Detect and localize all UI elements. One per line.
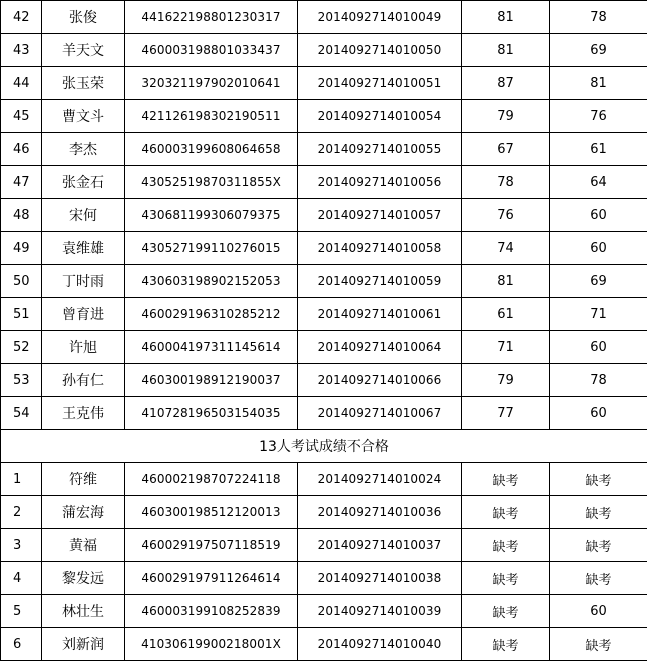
table-row [1,364,647,397]
id-card-number-cell: 421126198302190511 [125,100,298,133]
score-table-body [1,1,647,661]
table-row [1,628,647,661]
id-card-number-cell: 41030619900218001X [125,628,298,661]
row-number-cell: 5 [1,595,42,628]
row-number-cell: 48 [1,199,42,232]
ticket-number-cell: 2014092714010050 [298,34,462,67]
table-row [1,199,647,232]
score-1-cell: 76 [462,199,550,232]
score-1-cell: 79 [462,100,550,133]
candidate-name-cell: 羊天文 [42,34,125,67]
score-2-cell: 缺考 [550,562,647,595]
score-1-cell: 78 [462,166,550,199]
score-1-cell: 87 [462,67,550,100]
ticket-number-cell: 2014092714010038 [298,562,462,595]
id-card-number-cell: 460003198801033437 [125,34,298,67]
table-row [1,232,647,265]
table-row [1,298,647,331]
ticket-number-cell: 2014092714010067 [298,397,462,430]
candidate-name-cell: 林壮生 [42,595,125,628]
id-card-number-cell: 430681199306079375 [125,199,298,232]
score-2-cell: 69 [550,265,647,298]
id-card-number-cell: 460002198707224118 [125,463,298,496]
ticket-number-cell: 2014092714010056 [298,166,462,199]
score-2-cell: 缺考 [550,496,647,529]
ticket-number-cell: 2014092714010055 [298,133,462,166]
score-2-cell: 缺考 [550,628,647,661]
candidate-name-cell: 张玉荣 [42,67,125,100]
score-2-cell: 60 [550,397,647,430]
table-row [1,331,647,364]
score-2-cell: 61 [550,133,647,166]
table-row [1,34,647,67]
ticket-number-cell: 2014092714010066 [298,364,462,397]
row-number-cell: 6 [1,628,42,661]
candidate-name-cell: 王克伟 [42,397,125,430]
id-card-number-cell: 430527199110276015 [125,232,298,265]
score-1-cell: 74 [462,232,550,265]
table-row [1,133,647,166]
score-1-cell: 缺考 [462,529,550,562]
ticket-number-cell: 2014092714010057 [298,199,462,232]
candidate-name-cell: 许旭 [42,331,125,364]
score-2-cell: 81 [550,67,647,100]
candidate-name-cell: 蒲宏海 [42,496,125,529]
row-number-cell: 2 [1,496,42,529]
id-card-number-cell: 441622198801230317 [125,1,298,34]
score-2-cell: 60 [550,199,647,232]
score-1-cell: 81 [462,265,550,298]
ticket-number-cell: 2014092714010061 [298,298,462,331]
row-number-cell: 42 [1,1,42,34]
id-card-number-cell: 43052519870311855X [125,166,298,199]
id-card-number-cell: 460300198912190037 [125,364,298,397]
id-card-number-cell: 460004197311145614 [125,331,298,364]
ticket-number-cell: 2014092714010040 [298,628,462,661]
ticket-number-cell: 2014092714010064 [298,331,462,364]
id-card-number-cell: 460029197911264614 [125,562,298,595]
candidate-name-cell: 符维 [42,463,125,496]
table-row [1,496,647,529]
candidate-name-cell: 黄福 [42,529,125,562]
row-number-cell: 49 [1,232,42,265]
score-2-cell: 78 [550,364,647,397]
score-1-cell: 缺考 [462,463,550,496]
section-row [1,430,647,463]
ticket-number-cell: 2014092714010024 [298,463,462,496]
table-row [1,265,647,298]
row-number-cell: 50 [1,265,42,298]
row-number-cell: 52 [1,331,42,364]
table-row [1,100,647,133]
score-2-cell: 64 [550,166,647,199]
score-2-cell: 缺考 [550,463,647,496]
id-card-number-cell: 430603198902152053 [125,265,298,298]
row-number-cell: 53 [1,364,42,397]
ticket-number-cell: 2014092714010037 [298,529,462,562]
score-1-cell: 缺考 [462,628,550,661]
id-card-number-cell: 460029197507118519 [125,529,298,562]
candidate-name-cell: 曹文斗 [42,100,125,133]
candidate-name-cell: 张金石 [42,166,125,199]
score-2-cell: 71 [550,298,647,331]
row-number-cell: 43 [1,34,42,67]
candidate-name-cell: 袁维雄 [42,232,125,265]
table-row [1,67,647,100]
ticket-number-cell: 2014092714010058 [298,232,462,265]
score-2-cell: 60 [550,232,647,265]
row-number-cell: 46 [1,133,42,166]
score-2-cell: 缺考 [550,529,647,562]
score-1-cell: 缺考 [462,595,550,628]
score-1-cell: 79 [462,364,550,397]
score-1-cell: 67 [462,133,550,166]
table-row [1,562,647,595]
candidate-name-cell: 曾育进 [42,298,125,331]
score-2-cell: 60 [550,595,647,628]
row-number-cell: 47 [1,166,42,199]
table-row [1,463,647,496]
section-title: 13人考试成绩不合格 [1,430,647,463]
score-1-cell: 缺考 [462,496,550,529]
score-1-cell: 81 [462,34,550,67]
candidate-name-cell: 宋何 [42,199,125,232]
table-row [1,166,647,199]
score-1-cell: 71 [462,331,550,364]
ticket-number-cell: 2014092714010059 [298,265,462,298]
candidate-name-cell: 李杰 [42,133,125,166]
table-row [1,1,647,34]
score-1-cell: 81 [462,1,550,34]
ticket-number-cell: 2014092714010036 [298,496,462,529]
ticket-number-cell: 2014092714010039 [298,595,462,628]
score-2-cell: 60 [550,331,647,364]
row-number-cell: 1 [1,463,42,496]
table-row [1,529,647,562]
ticket-number-cell: 2014092714010054 [298,100,462,133]
score-1-cell: 61 [462,298,550,331]
candidate-name-cell: 丁时雨 [42,265,125,298]
id-card-number-cell: 410728196503154035 [125,397,298,430]
score-2-cell: 78 [550,1,647,34]
row-number-cell: 44 [1,67,42,100]
row-number-cell: 4 [1,562,42,595]
id-card-number-cell: 460300198512120013 [125,496,298,529]
candidate-name-cell: 黎发远 [42,562,125,595]
table-row [1,595,647,628]
score-2-cell: 76 [550,100,647,133]
candidate-name-cell: 刘新润 [42,628,125,661]
row-number-cell: 54 [1,397,42,430]
candidate-name-cell: 张俊 [42,1,125,34]
table-row [1,397,647,430]
score-2-cell: 69 [550,34,647,67]
id-card-number-cell: 460003199608064658 [125,133,298,166]
score-1-cell: 77 [462,397,550,430]
id-card-number-cell: 460029196310285212 [125,298,298,331]
id-card-number-cell: 460003199108252839 [125,595,298,628]
row-number-cell: 3 [1,529,42,562]
candidate-name-cell: 孙有仁 [42,364,125,397]
ticket-number-cell: 2014092714010051 [298,67,462,100]
ticket-number-cell: 2014092714010049 [298,1,462,34]
row-number-cell: 51 [1,298,42,331]
row-number-cell: 45 [1,100,42,133]
score-1-cell: 缺考 [462,562,550,595]
id-card-number-cell: 320321197902010641 [125,67,298,100]
